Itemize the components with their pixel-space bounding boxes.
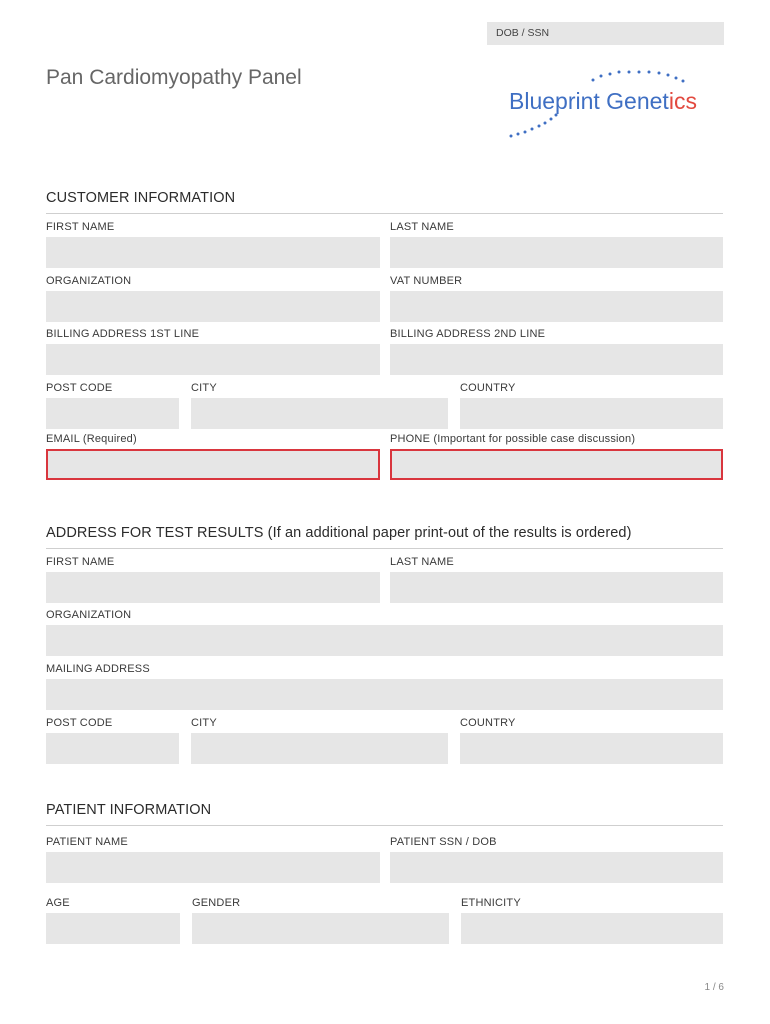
page-title: Pan Cardiomyopathy Panel xyxy=(46,66,302,89)
customer-first-name-field[interactable] xyxy=(46,237,380,268)
ethnicity-label: ETHNICITY xyxy=(461,897,521,909)
customer-country-label: COUNTRY xyxy=(460,382,516,394)
results-organization-label: ORGANIZATION xyxy=(46,609,132,621)
dob-ssn-field[interactable] xyxy=(487,22,724,45)
customer-city-label: CITY xyxy=(191,382,217,394)
customer-post-code-field[interactable] xyxy=(46,398,179,429)
patient-ssn-dob-label: PATIENT SSN / DOB xyxy=(390,836,497,848)
results-last-name-label: LAST NAME xyxy=(390,556,454,568)
results-city-field[interactable] xyxy=(191,733,448,764)
email-label: EMAIL (Required) xyxy=(46,433,137,445)
mailing-address-label: MAILING ADDRESS xyxy=(46,663,150,675)
gender-label: GENDER xyxy=(192,897,241,909)
vat-number-field[interactable] xyxy=(390,291,723,322)
customer-section-heading: CUSTOMER INFORMATION xyxy=(46,190,236,206)
customer-country-field[interactable] xyxy=(460,398,723,429)
billing-address-1-field[interactable] xyxy=(46,344,380,375)
patient-section-heading: PATIENT INFORMATION xyxy=(46,802,212,818)
results-last-name-field[interactable] xyxy=(390,572,723,603)
mailing-address-field[interactable] xyxy=(46,679,723,710)
results-post-code-field[interactable] xyxy=(46,733,179,764)
vat-number-label: VAT NUMBER xyxy=(390,275,463,287)
results-organization-field[interactable] xyxy=(46,625,723,656)
customer-organization-field[interactable] xyxy=(46,291,380,322)
ethnicity-field[interactable] xyxy=(461,913,723,944)
customer-divider xyxy=(46,213,723,214)
age-label: AGE xyxy=(46,897,70,909)
billing-address-2-label: BILLING ADDRESS 2ND LINE xyxy=(390,328,546,340)
billing-address-1-label: BILLING ADDRESS 1ST LINE xyxy=(46,328,200,340)
customer-post-code-label: POST CODE xyxy=(46,382,113,394)
customer-last-name-label: LAST NAME xyxy=(390,221,454,233)
results-post-code-label: POST CODE xyxy=(46,717,113,729)
results-first-name-field[interactable] xyxy=(46,572,380,603)
dob-ssn-label: DOB / SSN xyxy=(496,27,550,39)
results-section-heading: ADDRESS FOR TEST RESULTS (If an additional paper print-out of the results is ordered) xyxy=(46,525,632,541)
patient-ssn-dob-field[interactable] xyxy=(390,852,723,883)
results-country-field[interactable] xyxy=(460,733,723,764)
patient-name-label: PATIENT NAME xyxy=(46,836,128,848)
results-country-label: COUNTRY xyxy=(460,717,516,729)
billing-address-2-field[interactable] xyxy=(390,344,723,375)
gender-field[interactable] xyxy=(192,913,449,944)
phone-label: PHONE (Important for possible case discussion) xyxy=(390,433,636,445)
customer-last-name-field[interactable] xyxy=(390,237,723,268)
patient-divider xyxy=(46,825,723,826)
results-first-name-label: FIRST NAME xyxy=(46,556,115,568)
email-field[interactable] xyxy=(46,449,380,480)
results-city-label: CITY xyxy=(191,717,217,729)
customer-city-field[interactable] xyxy=(191,398,448,429)
age-field[interactable] xyxy=(46,913,180,944)
page-number: 1 / 6 xyxy=(704,982,724,993)
phone-field[interactable] xyxy=(390,449,723,480)
results-divider xyxy=(46,548,723,549)
logo-text: Blueprint Genetics xyxy=(509,88,697,114)
customer-organization-label: ORGANIZATION xyxy=(46,275,132,287)
patient-name-field[interactable] xyxy=(46,852,380,883)
customer-first-name-label: FIRST NAME xyxy=(46,221,115,233)
